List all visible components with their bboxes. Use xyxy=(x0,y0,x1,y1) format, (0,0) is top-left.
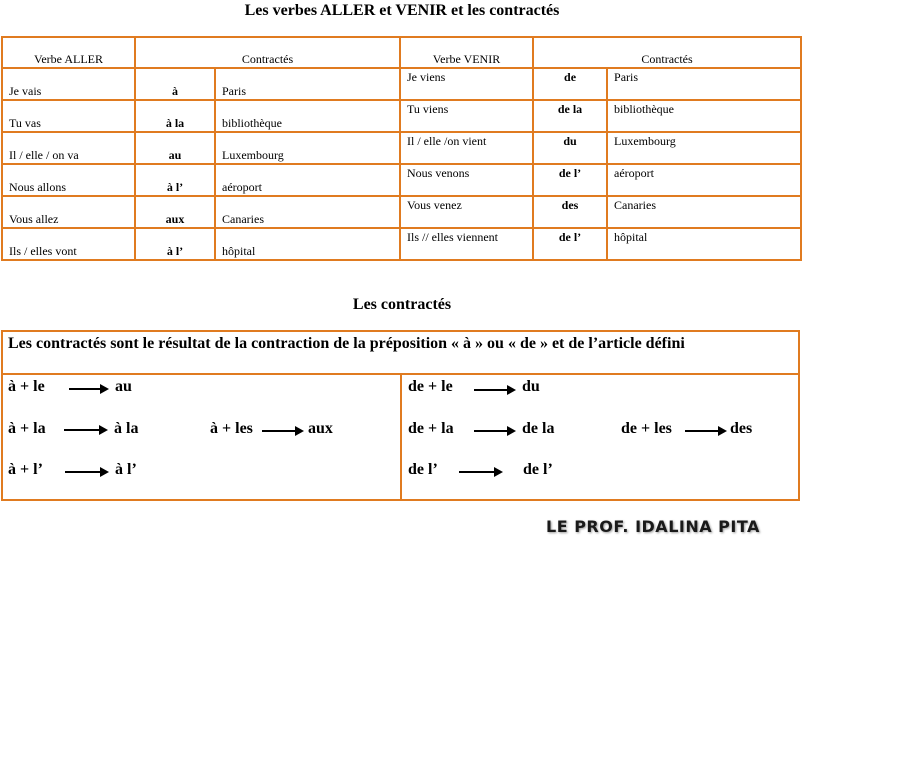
rule-a-les: à + les xyxy=(210,420,253,437)
contraction-rules-box xyxy=(1,330,800,501)
table-row xyxy=(2,132,801,164)
place-a: Canaries xyxy=(215,196,400,228)
table-header-row xyxy=(2,37,801,68)
place-de: aéroport xyxy=(607,164,801,196)
place-a: bibliothèque xyxy=(215,100,400,132)
rule-de-l-result: de l’ xyxy=(523,461,553,478)
table-row xyxy=(2,164,801,196)
preposition-a: à l’ xyxy=(135,164,215,196)
aller-form: Ils / elles vont xyxy=(2,228,135,260)
header-verbe-aller: Verbe ALLER xyxy=(2,37,135,68)
header-contractes-a: Contractés xyxy=(135,37,400,68)
preposition-a: au xyxy=(135,132,215,164)
rule-de-le: de + le xyxy=(408,378,453,395)
preposition-de: de l’ xyxy=(533,228,607,260)
conjugation-table xyxy=(1,36,802,261)
venir-form: Il / elle /on vient xyxy=(400,132,533,164)
preposition-a: à xyxy=(135,68,215,100)
section-title: Les contractés xyxy=(352,296,452,313)
page-title: Les verbes ALLER et VENIR et les contractés xyxy=(244,2,560,19)
table-row xyxy=(2,68,801,100)
definition-text: Les contractés sont le résultat de la contraction de la préposition « à » ou « de » et de l’article défini xyxy=(3,332,798,375)
venir-form: Ils // elles viennent xyxy=(400,228,533,260)
aller-form: Tu vas xyxy=(2,100,135,132)
rule-a-les-result: aux xyxy=(308,420,333,437)
venir-form: Vous venez xyxy=(400,196,533,228)
rule-de-les-result: des xyxy=(730,420,753,437)
rule-de-la: de + la xyxy=(408,420,454,437)
rule-a-le: à + le xyxy=(8,378,45,395)
preposition-a: à l’ xyxy=(135,228,215,260)
author-signature: LE PROF. IDALINA PITA xyxy=(546,517,760,536)
header-verbe-venir: Verbe VENIR xyxy=(400,37,533,68)
preposition-de: du xyxy=(533,132,607,164)
arrow-right-icon xyxy=(65,466,109,478)
header-contractes-de: Contractés xyxy=(533,37,801,68)
rule-a-l: à + l’ xyxy=(8,461,43,478)
rule-a-le-result: au xyxy=(115,378,132,395)
arrow-right-icon xyxy=(474,384,516,396)
rule-de-le-result: du xyxy=(522,378,540,395)
arrow-right-icon xyxy=(64,424,108,436)
preposition-de: de la xyxy=(533,100,607,132)
venir-form: Je viens xyxy=(400,68,533,100)
preposition-de: de l’ xyxy=(533,164,607,196)
preposition-a: aux xyxy=(135,196,215,228)
arrow-right-icon xyxy=(69,383,109,395)
aller-form: Nous allons xyxy=(2,164,135,196)
table-row xyxy=(2,100,801,132)
aller-form: Vous allez xyxy=(2,196,135,228)
preposition-de: des xyxy=(533,196,607,228)
aller-form: Je vais xyxy=(2,68,135,100)
place-de: Paris xyxy=(607,68,801,100)
place-de: hôpital xyxy=(607,228,801,260)
arrow-right-icon xyxy=(262,425,304,437)
place-de: Luxembourg xyxy=(607,132,801,164)
arrow-right-icon xyxy=(474,425,516,437)
place-de: bibliothèque xyxy=(607,100,801,132)
aller-form: Il / elle / on va xyxy=(2,132,135,164)
arrow-right-icon xyxy=(685,425,727,437)
place-a: Luxembourg xyxy=(215,132,400,164)
rule-a-la: à + la xyxy=(8,420,46,437)
venir-form: Nous venons xyxy=(400,164,533,196)
table-row xyxy=(2,196,801,228)
rule-a-l-result: à l’ xyxy=(115,461,137,478)
rule-de-l: de l’ xyxy=(408,461,438,478)
place-a: Paris xyxy=(215,68,400,100)
rule-a-la-result: à la xyxy=(114,420,139,437)
place-a: aéroport xyxy=(215,164,400,196)
table-row xyxy=(2,228,801,260)
place-a: hôpital xyxy=(215,228,400,260)
preposition-a: à la xyxy=(135,100,215,132)
arrow-right-icon xyxy=(459,466,503,478)
preposition-de: de xyxy=(533,68,607,100)
column-divider xyxy=(400,375,402,499)
rule-de-les: de + les xyxy=(621,420,672,437)
venir-form: Tu viens xyxy=(400,100,533,132)
rule-de-la-result: de la xyxy=(522,420,555,437)
place-de: Canaries xyxy=(607,196,801,228)
